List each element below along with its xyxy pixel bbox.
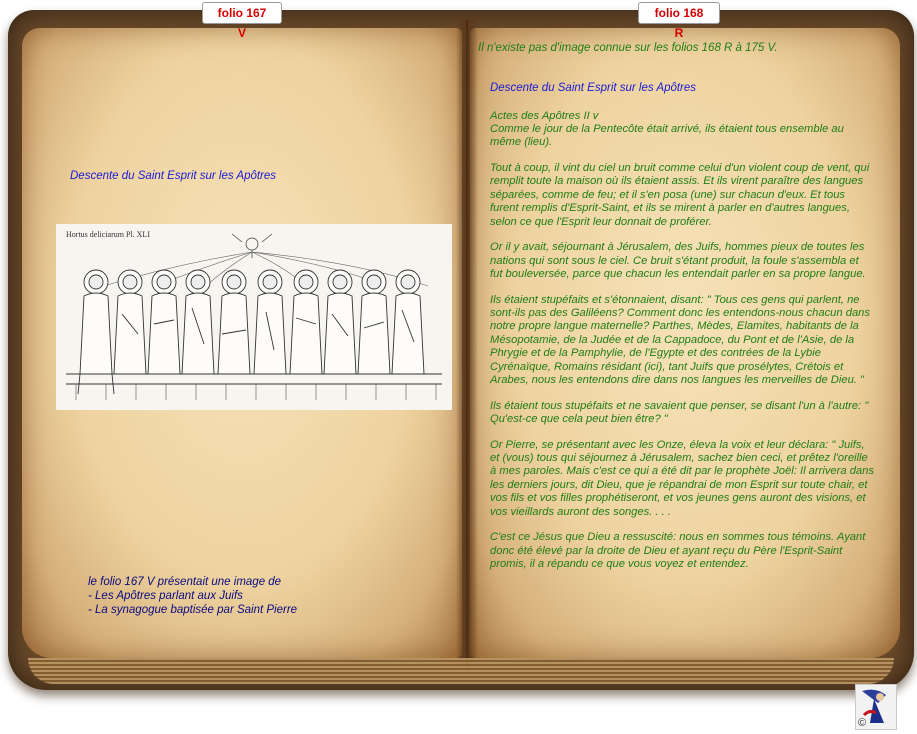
scripture-text (490, 123, 874, 584)
apostles (78, 270, 424, 394)
pentecost-illustration (56, 224, 452, 410)
book-gutter (456, 20, 478, 670)
folio-notice: Il n'existe pas d'image connue sur les folios 168 R à 175 V. (478, 42, 778, 54)
paragraph: C'est ce Jésus que Dieu a ressuscité: nous en sommes tous témoins. Ayant donc été élevé par la droite de Dieu et ayant reçu du Père l'Esprit-Saint promis, il a répandu ce que vous voyez et entendez. (490, 531, 866, 571)
note-line-2: - Les Apôtres parlant aux Juifs (88, 589, 243, 602)
apostles-drawing (56, 224, 452, 410)
paragraph: Or Pierre, se présentant avec les Onze, éleva la voix et leur déclara: " Juifs, et (vous) tous qui séjournez à Jérusalem, sachez bien ceci, et prêtez l'oreille à mes paroles. Mais c'est ce qui a été dit par le prophète Joël: Il arrivera dans les derniers jours, dit Dieu, que je répandrai de mon Esprit sur toute chair, et vos fils et vos filles prophétiseront, et vos jeunes gens auront des visions, et vos vieillards auront des songes. . . . (490, 438, 874, 518)
note-line-3: - La synagogue baptisée par Saint Pierre (88, 603, 298, 616)
folio-tab-right: folio 168 R (638, 2, 720, 24)
paragraph: Ils étaient tous stupéfaits et ne savaient que penser, se disant l'un à l'autre: " Qu'est-ce que cela peut bien être? " (490, 399, 869, 426)
bench (66, 374, 442, 384)
illustration-caption: Hortus deliciarum Pl. XLI (66, 230, 150, 239)
left-page-note (88, 576, 297, 617)
copyright-mark: © (858, 717, 867, 729)
paragraph: Tout à coup, il vint du ciel un bruit comme celui d'un violent coup de vent, qui remplit toute la maison où ils étaient assis. Et ils virent paraître des langues séparées, comme de feu; et il s'en posa (une) sur chacun d'eux. Et tous furent remplis d'Esprit-Saint, et ils se mirent à parler en d'autres langues, selon ce que l'Esprit leur donnait de proférer. (490, 162, 870, 228)
scripture-reference: Actes des Apôtres II v (490, 110, 599, 122)
right-page-title: Descente du Saint Esprit sur les Apôtres (490, 82, 697, 94)
paragraph: Comme le jour de la Pentecôte était arrivé, ils étaient tous ensemble au même (lieu). (490, 123, 844, 149)
paragraph: Or il y avait, séjournant à Jérusalem, des Juifs, hommes pieux de toutes les nations qui sont sous le ciel. Ce bruit s'étant produit, la foule s'assembla et fut bouleversée, parce que chacun les entendait parler en sa propre langue. (490, 241, 866, 281)
page-edges (28, 658, 894, 684)
site-logo[interactable] (855, 684, 897, 730)
bench-pattern (76, 384, 436, 400)
note-line-1: le folio 167 V présentait une image de (88, 576, 282, 588)
paragraph: Ils étaient stupéfaits et s'étonnaient, disant: " Tous ces gens qui parlent, ne sont-ils pas des Galiléens? Comment donc les entendons-nous chacun dans notre propre langue maternelle? Parthes, Mèdes, Elamites, habitants de la Mésopotamie, de la Judée et de la Cappadoce, du Pont et de l'Asie, de la Phrygie et de la Pamphylie, de l'Egypte et des contrées de la Lybie Cyrénaïque, Romains résidant (ici), tant Juifs que prosélytes, Crétois et Arabes, nous les entendons dire dans nos langues les merveilles de Dieu. " (490, 293, 870, 387)
folio-tab-left: folio 167 V (202, 2, 282, 24)
left-page-title: Descente du Saint Esprit sur les Apôtres (70, 170, 277, 182)
